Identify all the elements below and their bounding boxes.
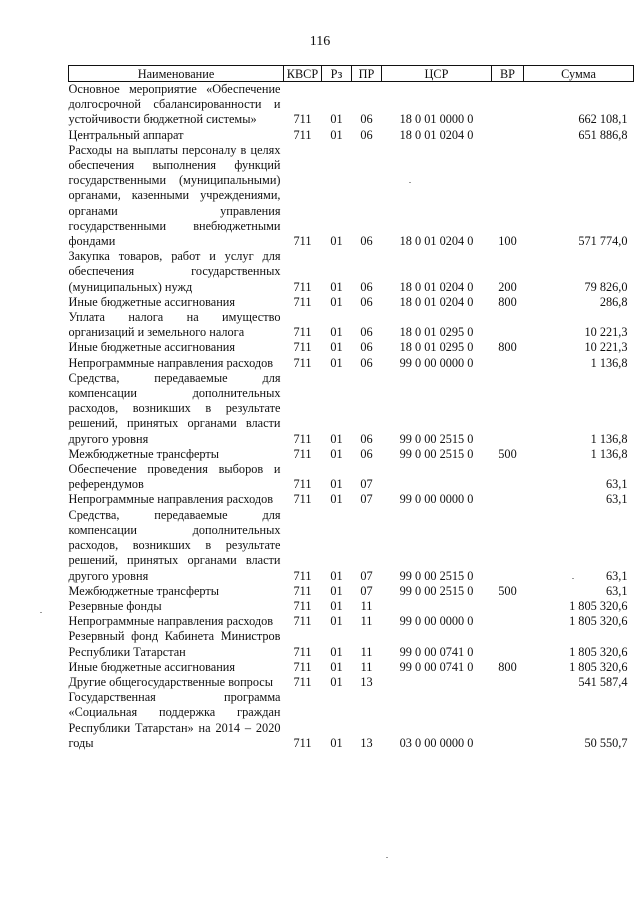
row-vr bbox=[492, 629, 524, 659]
header-pr: ПР bbox=[352, 66, 382, 82]
budget-table bbox=[68, 65, 634, 751]
table-row bbox=[69, 599, 634, 614]
table-row bbox=[69, 675, 634, 690]
row-pr: 06 bbox=[360, 112, 373, 127]
row-rz: 01 bbox=[330, 325, 343, 340]
row-rz: 01 bbox=[330, 492, 343, 507]
row-vr: 500 bbox=[498, 446, 517, 461]
row-rz: 01 bbox=[330, 234, 343, 249]
row-pr: 06 bbox=[360, 355, 373, 370]
row-csr: 99 0 00 2515 0 bbox=[399, 431, 474, 446]
row-pr: 13 bbox=[360, 735, 373, 750]
row-vr bbox=[492, 310, 524, 340]
row-sum: 1 136,8 bbox=[590, 446, 628, 461]
row-sum: 651 886,8 bbox=[578, 127, 628, 142]
row-csr: 18 0 01 0204 0 bbox=[399, 234, 474, 249]
table-header bbox=[69, 66, 634, 82]
header-sum: Сумма bbox=[524, 66, 634, 82]
scan-speck bbox=[40, 612, 42, 613]
row-csr: 03 0 00 0000 0 bbox=[399, 735, 474, 750]
row-pr: 06 bbox=[360, 279, 373, 294]
row-kvsr: 711 bbox=[293, 492, 312, 507]
row-csr: 99 0 00 2515 0 bbox=[399, 446, 474, 461]
row-csr: 99 0 00 0741 0 bbox=[399, 659, 474, 674]
row-csr: 99 0 00 0000 0 bbox=[399, 614, 474, 629]
table-row bbox=[69, 128, 634, 143]
row-vr bbox=[492, 599, 524, 614]
row-rz: 01 bbox=[330, 127, 343, 142]
row-kvsr: 711 bbox=[293, 446, 312, 461]
row-pr: 06 bbox=[360, 127, 373, 142]
header-vr: ВР bbox=[492, 66, 524, 82]
table-row bbox=[69, 447, 634, 462]
row-sum: 1 136,8 bbox=[590, 431, 628, 446]
row-pr: 06 bbox=[360, 431, 373, 446]
row-name: Межбюджетные трансферты bbox=[68, 446, 220, 461]
row-rz: 01 bbox=[330, 294, 343, 309]
row-name: Иные бюджетные ассигнования bbox=[68, 659, 236, 674]
row-name: Непрограммные направления расходов bbox=[68, 355, 274, 370]
row-rz: 01 bbox=[330, 431, 343, 446]
table-row bbox=[69, 690, 634, 751]
table-row bbox=[69, 629, 634, 659]
row-vr bbox=[492, 492, 524, 507]
scan-speck bbox=[572, 578, 574, 579]
row-name: Средства, передаваемые для компенсации дополнительных расходов, возникших в результате решений, принятых органами власти другого уровня bbox=[68, 507, 281, 583]
row-rz: 01 bbox=[330, 659, 343, 674]
row-sum: 1 805 320,6 bbox=[569, 659, 628, 674]
row-csr: 18 0 01 0000 0 bbox=[399, 112, 474, 127]
row-pr: 06 bbox=[360, 340, 373, 355]
row-vr bbox=[492, 371, 524, 447]
row-rz: 01 bbox=[330, 446, 343, 461]
row-csr: 18 0 01 0204 0 bbox=[399, 279, 474, 294]
header-csr: ЦСР bbox=[382, 66, 492, 82]
row-csr: 99 0 00 2515 0 bbox=[399, 568, 474, 583]
row-name: Закупка товаров, работ и услуг для обеспечения государственных (муниципальных) нужд bbox=[68, 249, 281, 294]
row-sum: 286,8 bbox=[599, 294, 628, 309]
row-kvsr: 711 bbox=[293, 234, 312, 249]
row-rz: 01 bbox=[330, 583, 343, 598]
row-kvsr: 711 bbox=[293, 325, 312, 340]
table-row bbox=[69, 584, 634, 599]
row-sum: 571 774,0 bbox=[578, 234, 628, 249]
row-rz: 01 bbox=[330, 735, 343, 750]
row-pr: 13 bbox=[360, 674, 373, 689]
row-sum: 1 805 320,6 bbox=[569, 598, 628, 613]
page-number: 116 bbox=[309, 34, 331, 49]
table-row bbox=[69, 462, 634, 492]
row-name: Иные бюджетные ассигнования bbox=[68, 340, 236, 355]
row-sum: 1 136,8 bbox=[590, 355, 628, 370]
row-name: Центральный аппарат bbox=[68, 127, 184, 142]
table-row bbox=[69, 371, 634, 447]
row-sum: 79 826,0 bbox=[584, 279, 628, 294]
row-vr: 800 bbox=[498, 659, 517, 674]
row-kvsr: 711 bbox=[293, 583, 312, 598]
row-rz: 01 bbox=[330, 477, 343, 492]
table-row bbox=[69, 310, 634, 340]
row-kvsr: 711 bbox=[293, 127, 312, 142]
row-vr bbox=[492, 675, 524, 690]
row-name: Основное мероприятие «Обеспечение долгосрочной сбалансированности и устойчивости бюджетной системы» bbox=[68, 82, 281, 127]
row-sum: 1 805 320,6 bbox=[569, 644, 628, 659]
row-vr bbox=[492, 462, 524, 492]
row-kvsr: 711 bbox=[293, 614, 312, 629]
row-sum: 63,1 bbox=[605, 583, 628, 598]
row-vr: 500 bbox=[498, 583, 517, 598]
row-pr: 07 bbox=[360, 492, 373, 507]
row-pr: 06 bbox=[360, 294, 373, 309]
row-csr: 18 0 01 0295 0 bbox=[399, 325, 474, 340]
row-csr: 99 0 00 2515 0 bbox=[399, 583, 474, 598]
row-kvsr: 711 bbox=[293, 644, 312, 659]
row-rz: 01 bbox=[330, 674, 343, 689]
row-csr bbox=[382, 675, 492, 690]
row-kvsr: 711 bbox=[293, 477, 312, 492]
row-name: Обеспечение проведения выборов и референдумов bbox=[68, 462, 281, 492]
table-row bbox=[69, 295, 634, 310]
header-name: Наименование bbox=[69, 66, 284, 82]
row-pr: 11 bbox=[360, 598, 373, 613]
row-name: Межбюджетные трансферты bbox=[68, 583, 220, 598]
table-row bbox=[69, 356, 634, 371]
table-row bbox=[69, 660, 634, 675]
row-kvsr: 711 bbox=[293, 355, 312, 370]
row-name: Резервные фонды bbox=[68, 598, 162, 613]
row-pr: 06 bbox=[360, 234, 373, 249]
row-rz: 01 bbox=[330, 568, 343, 583]
scan-speck bbox=[409, 182, 411, 183]
table-row bbox=[69, 508, 634, 584]
row-pr: 11 bbox=[360, 614, 373, 629]
row-vr bbox=[492, 614, 524, 629]
row-csr bbox=[382, 599, 492, 614]
row-kvsr: 711 bbox=[293, 735, 312, 750]
row-sum: 63,1 bbox=[605, 477, 628, 492]
row-sum: 1 805 320,6 bbox=[569, 614, 628, 629]
row-csr: 99 0 00 0000 0 bbox=[399, 492, 474, 507]
row-name: Государственная программа «Социальная поддержка граждан Республики Татарстан» на 2014 – 2020 годы bbox=[68, 690, 281, 750]
row-pr: 06 bbox=[360, 325, 373, 340]
row-rz: 01 bbox=[330, 112, 343, 127]
row-sum: 662 108,1 bbox=[578, 112, 628, 127]
row-name: Уплата налога на имущество организаций и земельного налога bbox=[68, 310, 281, 340]
row-csr: 99 0 00 0000 0 bbox=[399, 355, 474, 370]
row-name: Иные бюджетные ассигнования bbox=[68, 294, 236, 309]
row-kvsr: 711 bbox=[293, 568, 312, 583]
scan-speck bbox=[386, 857, 388, 858]
row-vr bbox=[492, 690, 524, 751]
row-csr: 99 0 00 0741 0 bbox=[399, 644, 474, 659]
row-kvsr: 711 bbox=[293, 112, 312, 127]
row-vr: 800 bbox=[498, 340, 517, 355]
row-csr: 18 0 01 0204 0 bbox=[399, 294, 474, 309]
header-kvsr: КВСР bbox=[284, 66, 322, 82]
row-sum: 10 221,3 bbox=[584, 340, 628, 355]
row-vr bbox=[492, 356, 524, 371]
row-vr bbox=[492, 82, 524, 128]
row-kvsr: 711 bbox=[293, 294, 312, 309]
row-csr: 18 0 01 0295 0 bbox=[399, 340, 474, 355]
row-rz: 01 bbox=[330, 340, 343, 355]
row-kvsr: 711 bbox=[293, 431, 312, 446]
table-row bbox=[69, 340, 634, 355]
row-pr: 07 bbox=[360, 477, 373, 492]
row-name: Непрограммные направления расходов bbox=[68, 614, 274, 629]
table-body bbox=[69, 82, 634, 751]
row-csr bbox=[382, 462, 492, 492]
row-pr: 07 bbox=[360, 583, 373, 598]
row-vr bbox=[492, 508, 524, 584]
row-name: Расходы на выплаты персоналу в целях обеспечения выполнения функций государственными (муниципальными) органами, казенными учреждениями, органами управления государственными внебюджетными фондами bbox=[68, 142, 281, 249]
row-sum: 50 550,7 bbox=[584, 735, 628, 750]
row-pr: 11 bbox=[360, 659, 373, 674]
row-sum: 541 587,4 bbox=[578, 674, 628, 689]
row-sum: 63,1 bbox=[605, 568, 628, 583]
row-vr: 800 bbox=[498, 294, 517, 309]
row-name: Средства, передаваемые для компенсации дополнительных расходов, возникших в результате решений, принятых органами власти другого уровня bbox=[68, 370, 281, 446]
row-vr bbox=[492, 128, 524, 143]
row-name: Другие общегосударственные вопросы bbox=[68, 674, 273, 689]
row-rz: 01 bbox=[330, 279, 343, 294]
table-row bbox=[69, 492, 634, 507]
header-rz: Рз bbox=[322, 66, 352, 82]
row-csr: 18 0 01 0204 0 bbox=[399, 127, 474, 142]
row-rz: 01 bbox=[330, 614, 343, 629]
table-row bbox=[69, 614, 634, 629]
table-row bbox=[69, 143, 634, 249]
row-rz: 01 bbox=[330, 355, 343, 370]
table-row bbox=[69, 82, 634, 128]
row-kvsr: 711 bbox=[293, 279, 312, 294]
table-row bbox=[69, 249, 634, 295]
row-vr: 100 bbox=[498, 234, 517, 249]
row-kvsr: 711 bbox=[293, 659, 312, 674]
row-kvsr: 711 bbox=[293, 674, 312, 689]
row-sum: 10 221,3 bbox=[584, 325, 628, 340]
row-kvsr: 711 bbox=[293, 598, 312, 613]
row-sum: 63,1 bbox=[605, 492, 628, 507]
row-pr: 11 bbox=[360, 644, 373, 659]
row-name: Непрограммные направления расходов bbox=[68, 492, 274, 507]
row-vr: 200 bbox=[498, 279, 517, 294]
row-rz: 01 bbox=[330, 598, 343, 613]
row-kvsr: 711 bbox=[293, 340, 312, 355]
row-pr: 06 bbox=[360, 446, 373, 461]
row-name: Резервный фонд Кабинета Министров Республики Татарстан bbox=[68, 629, 281, 659]
row-rz: 01 bbox=[330, 644, 343, 659]
row-pr: 07 bbox=[360, 568, 373, 583]
